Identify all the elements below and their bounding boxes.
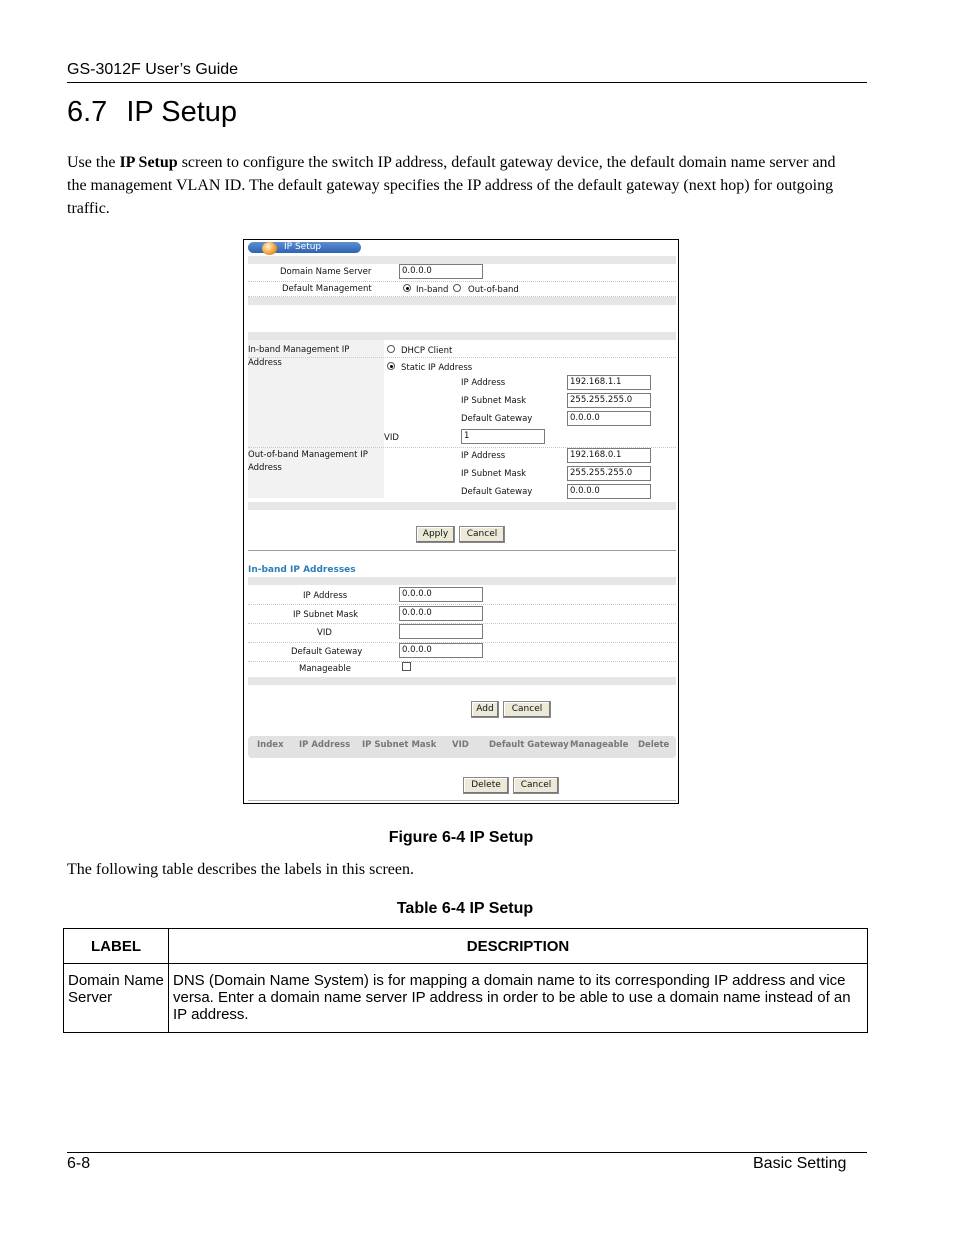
delete-button[interactable]: Delete xyxy=(463,777,509,794)
header-label: LABEL xyxy=(64,929,169,964)
add-vid-input[interactable] xyxy=(399,624,483,639)
intro-paragraph xyxy=(67,151,857,220)
orange-orb-icon xyxy=(262,242,277,255)
inband-radio[interactable] xyxy=(403,284,411,292)
figure-caption xyxy=(0,829,954,847)
vid-label: VID xyxy=(384,433,399,443)
section-title xyxy=(67,96,237,129)
col-delete: Delete xyxy=(638,740,670,750)
section-name: IP Setup xyxy=(126,96,238,128)
static-ip-radio[interactable] xyxy=(387,362,395,370)
description-table xyxy=(63,928,868,1033)
header-rule xyxy=(67,82,867,83)
manageable-checkbox[interactable] xyxy=(402,662,411,671)
oob-mask-input[interactable]: 255.255.255.0 xyxy=(567,466,651,481)
cancel-button[interactable]: Cancel xyxy=(459,526,505,543)
following-text: The following table describes the labels in this screen. xyxy=(67,861,415,878)
inband-mask-input[interactable]: 255.255.255.0 xyxy=(567,393,651,408)
add-bar-bottom xyxy=(248,677,676,685)
add-ip-label: IP Address xyxy=(303,591,348,601)
screen-title: IP Setup xyxy=(284,242,322,252)
dhcp-row xyxy=(248,340,676,358)
inband-ip-label: IP Address xyxy=(461,378,506,388)
oob-gateway-input[interactable]: 0.0.0.0 xyxy=(567,484,651,499)
page-number: 6-8 xyxy=(67,1155,91,1172)
table-header-row xyxy=(64,929,868,964)
inband-mask-label: IP Subnet Mask xyxy=(461,396,527,406)
inband-ip-input[interactable]: 192.168.1.1 xyxy=(567,375,651,390)
dns-input[interactable]: 0.0.0.0 xyxy=(399,264,483,279)
add-mask-input[interactable]: 0.0.0.0 xyxy=(399,606,483,621)
figure-caption-text: Figure 6-4 IP Setup xyxy=(388,829,534,846)
add-gateway-label: Default Gateway xyxy=(291,647,363,657)
dns-label: Domain Name Server xyxy=(280,267,372,277)
col-vid: VID xyxy=(452,740,469,750)
intro-prefix: Use the xyxy=(67,154,120,171)
add-button[interactable]: Add xyxy=(471,701,499,718)
add-ip-input[interactable]: 0.0.0.0 xyxy=(399,587,483,602)
col-subnet-mask: IP Subnet Mask xyxy=(362,740,437,750)
mgmt-bar xyxy=(248,332,676,340)
screen-title-pill xyxy=(248,242,361,253)
inband-gateway-label: Default Gateway xyxy=(461,414,533,424)
dhcp-label: DHCP Client xyxy=(401,346,453,356)
apply-button[interactable]: Apply xyxy=(416,526,455,543)
divider xyxy=(248,550,676,551)
inband-gateway-input[interactable]: 0.0.0.0 xyxy=(567,411,651,426)
running-header: GS-3012F User’s Guide xyxy=(67,61,239,78)
bottom-line xyxy=(248,800,676,801)
table-title-text: Table 6-4 IP Setup xyxy=(396,900,534,917)
col-manageable: Manageable xyxy=(570,740,629,750)
outofband-radio[interactable] xyxy=(453,284,461,292)
col-ip-address: IP Address xyxy=(299,740,351,750)
chapter-name: Basic Setting xyxy=(753,1155,847,1172)
row-label: Domain Name Server xyxy=(64,964,169,1033)
oob-ip-label: IP Address xyxy=(461,451,506,461)
top-bar xyxy=(248,256,676,264)
col-default-gateway: Default Gateway xyxy=(489,740,569,750)
delete-cancel-button[interactable]: Cancel xyxy=(513,777,559,794)
inband-mgmt-label: In-band Management IP Address xyxy=(248,345,350,368)
static-ip-label: Static IP Address xyxy=(401,363,473,373)
table-title xyxy=(0,900,954,918)
intro-bold: IP Setup xyxy=(119,154,178,171)
default-management-label: Default Management xyxy=(282,284,372,294)
outofband-option-label: Out-of-band xyxy=(468,285,519,295)
footer-rule xyxy=(67,1152,867,1153)
inband-option-label: In-band xyxy=(416,285,449,295)
top-bar-bottom xyxy=(248,297,676,305)
header-description: DESCRIPTION xyxy=(169,929,868,964)
oob-bar xyxy=(248,502,676,510)
table-row xyxy=(64,964,868,1033)
add-cancel-button[interactable]: Cancel xyxy=(503,701,551,718)
oob-gateway-label: Default Gateway xyxy=(461,487,533,497)
oob-mask-label: IP Subnet Mask xyxy=(461,469,527,479)
row-description: DNS (Domain Name System) is for mapping a domain name to its corresponding IP address and vice versa. Enter a domain name server IP address in order to be able to use a domain name instead of an IP address. xyxy=(169,964,868,1033)
col-index: Index xyxy=(257,740,284,750)
dhcp-radio[interactable] xyxy=(387,345,395,353)
add-vid-label: VID xyxy=(317,628,332,638)
vid-input[interactable]: 1 xyxy=(461,429,545,444)
intro-suffix: screen to configure the switch IP address, default gateway device, the default domain name server and the management VLAN ID. The default gateway specifies the IP address of the default gateway (next hop) for outgoing traffic. xyxy=(67,154,836,217)
add-gateway-input[interactable]: 0.0.0.0 xyxy=(399,643,483,658)
add-bar xyxy=(248,577,676,585)
add-mask-label: IP Subnet Mask xyxy=(293,610,359,620)
inband-addresses-title: In-band IP Addresses xyxy=(248,565,356,575)
manageable-label: Manageable xyxy=(299,664,351,674)
section-number: 6.7 xyxy=(67,96,108,128)
oob-ip-input[interactable]: 192.168.0.1 xyxy=(567,448,651,463)
oob-mgmt-label: Out-of-band Management IP Address xyxy=(248,450,368,473)
ip-setup-screenshot xyxy=(243,239,679,804)
